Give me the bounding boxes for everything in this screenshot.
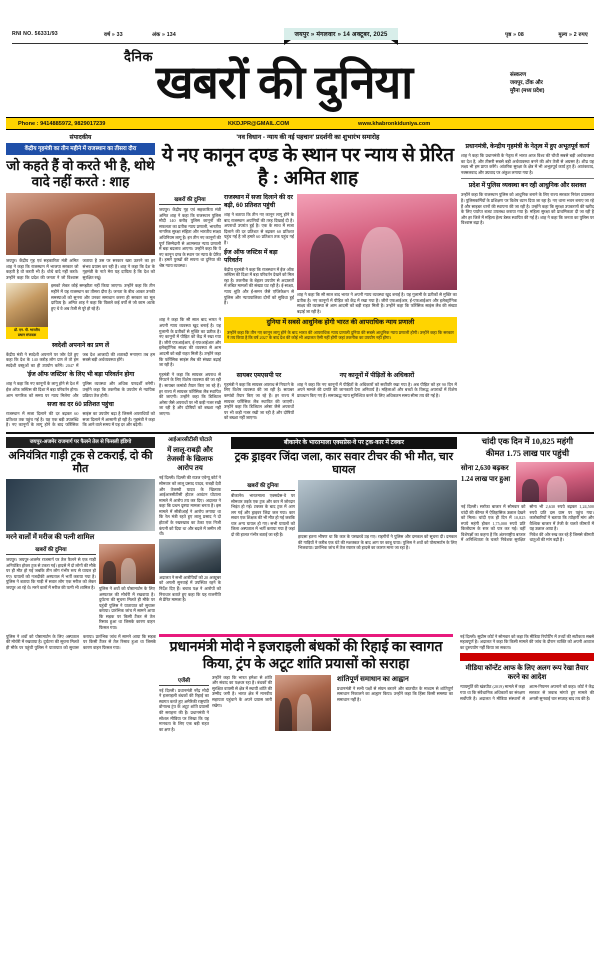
masthead — [6, 45, 594, 117]
lower-mid-column — [159, 437, 457, 631]
left-body-5: राजस्थान में सजा दिलाने की दर बढ़कर 60 प्रतिशत तक पहुंच गई है। यह एक बड़ी उपलब्धि है। नए कानूनों के लागू होने के बाद फॉरेंसिक साइंस का उपयोग बढ़ा है जिससे अपराधियों को सजा दिलाने में आसानी हो रही है। गृहमंत्री ने कहा कि आने वाले समय में यह दर और बढ़ेगी। — [6, 411, 155, 428]
bottom-right-column — [456, 634, 594, 702]
left-body-1: जयपुर। केंद्रीय गृह एवं सहकारिता मंत्री अमित शाह ने कहा कि राजस्थान में भाजपा सरकार जो कहती है वो करती भी है। थोथे वादे नहीं करते। उन्होंने कहा कि प्रदेश की जनता ने जो विश्वास जताया है उस पर सरकार खरा उतरने का हर संभव प्रयास कर रही है। शाह ने कहा कि देश के गृहमंत्री के नाते मेरा यह दायित्व है कि देश को सुरक्षित रखूं। — [6, 258, 155, 280]
left-body-4: शाह ने कहा कि नए कानूनों के लागू होने से देश में ईज ऑफ जस्टिस की दिशा में बड़ा परिवर्तन होगा। आम नागरिक को समय पर न्याय मिलेगा और पुलिस व्यवस्था और अधिक पारदर्शी बनेगी। उन्होंने कहा कि तकनीक के उपयोग से न्यायिक प्रक्रिया तेज होगी। — [6, 381, 155, 398]
lower-midleft-kicker: आईआरसीटीसी घोटाले — [168, 436, 212, 443]
contact-bar — [6, 117, 594, 130]
lower-midleft-photo — [159, 539, 221, 573]
right-rule-1 — [461, 178, 594, 179]
center-body-fill-1: शाह ने कहा कि सौ साल बाद भारत ने अपनी न्याय व्यवस्था खुद बनाई है। यह गुलामी के प्रतीकों से मुक्ति का प्रतीक है। नए कानूनों में पीड़ित को केंद्र में रखा गया है। जीरो एफआईआर, ई-एफआईआर और इलेक्ट्रॉनिक साक्ष्य की व्यवस्था से आम आदमी को बड़ी राहत मिली है। उन्होंने कहा कि फॉरेंसिक साइंस लैब की संख्या बढ़ाई जा रही है। — [158, 317, 221, 368]
pink-rule-top — [159, 634, 453, 637]
lower-mid-photo — [298, 480, 457, 532]
center-body-1: जयपुर। केंद्रीय गृह एवं सहकारिता मंत्री अमित शाह ने कहा कि राजस्थान पुलिस मोदी 140 करोड़ पुलिस कानूनों की सफलता का प्रतीक न्याय प्रणाली, भारतीय नागरिक सुरक्षा संहिता और भारतीय साक्ष्य अधिनियम लागू है। इन तीन नए कानूनों की पूर्ण जिम्मेदारी से आत्मसात न्याय प्रणाली में बड़ा बदलाव आएगा। उन्होंने कहा कि ये नए कानून दण्ड के स्थान पर न्याय के प्रेरित है। हमारे पुरखों की सपना था दुनिया की श्रेष्ठ न्याय व्यवस्था। — [158, 207, 221, 268]
center-body-fill-2: गृहमंत्री ने कहा कि सायबर अपराध से निपटने के लिए विशेष व्यवस्था की जा रही है। सायबर कमांडो तैयार किए जा रहे हैं। हर राज्य में सायबर फॉरेंसिक लैब स्थापित की जाएगी। उन्होंने कहा कि डिजिटल अरेस्ट जैसे अपराधों पर भी कड़ी नजर रखी जा रही है और दोषियों को बख्शा नहीं जाएगा। — [158, 371, 221, 416]
lower-left-body: जयपुर। जयपुर-अजमेर राजमार्ग पर तेल फैलने से एक गाड़ी अनियंत्रित होकर ट्रक से टकरा गई। हादसे में दो लोगों की मौके पर ही मौत हो गई जबकि तीन लोग गंभीर रूप से घायल हो गए। घायलों को नजदीकी अस्पताल में भर्ती कराया गया है। पुलिस ने बताया कि गाड़ी में सवार लोग एक मरीज को लेकर जयपुर आ रहे थे। मरने वालों में मरीज की पत्नी भी शामिल है। — [6, 556, 96, 590]
page-title: खबरों की दुनिया — [155, 57, 413, 108]
lower-right-body-2: विशेषज्ञों का कहना है कि अंतरराष्ट्रीय बाजार में अनिश्चितता के चलते निवेशक सुरक्षित निवेश की ओर रुख कर रहे हैं जिससे कीमती धातुओं की मांग बढ़ी है। — [460, 531, 594, 543]
edition-cities-2: मुरैना (मध्य प्रदेश) — [510, 88, 545, 94]
right-body-1: शाह ने कहा कि प्रधानमंत्री के नेतृत्व में भारत आज विश्व की चौथी सबसे बड़ी अर्थव्यवस्था का देश है, और तीसरी सबसे बड़ी अर्थव्यवस्था बनने की ओर तेजी से अग्रसर है। शीघ्र यह लक्ष्य भी हम प्राप्त करेंगे। आंतरिक सुरक्षा के क्षेत्र में भी अभूतपूर्व कार्य हुए हैं। आतंकवाद, नक्सलवाद और उग्रवाद पर अंकुश लगाया गया है। — [460, 153, 594, 175]
left-headline: जो कहते हैं वो करते भी है, थोथे वादे नहीं करते : शाह — [6, 158, 155, 189]
center-yellow-headline: दुनिया में सबसे आधुनिक होगी भारत की आपराधिक न्याय प्रणाली — [266, 319, 415, 327]
bottom-banner-headline: प्रधानमंत्री मोदी ने इजराइली बंधकों की रिहाई का स्वागत किया, ट्रंप के अटूट शांति प्रयासों को सराहा — [169, 639, 443, 672]
lower-left-byline: खबरों की दुनिया — [6, 544, 96, 555]
lower-mid-byline: खबरों की दुनिया — [231, 480, 295, 491]
masthead-prefix: दैनिक — [124, 49, 153, 64]
lower-mid-kicker: बीकानेर के भारतमाला एक्सप्रेस-वे पर ट्रक-कार में टक्कर — [231, 437, 457, 449]
center-subhead-b1: सायबर एमएसपी पर — [236, 371, 282, 379]
lower-midleft-kicker-2: में लालू-राबड़ी और तेजस्वी के खिलाफ आरोप तय — [166, 446, 213, 473]
publication-date: जयपुर » मंगलवार » 14 अक्टूबर, 2025 — [284, 28, 397, 40]
page-count: पृष्ठ » 08 — [505, 32, 525, 38]
edition-info — [510, 71, 588, 95]
lower-left-column — [6, 437, 155, 631]
lower-midleft-body-2: अदालत ने सभी आरोपियों को 20 अक्टूबर को अगली सुनवाई में उपस्थित रहने के निर्देश दिए हैं। बचाव पक्ष ने आरोपों को निराधार बताते हुए कहा कि यह राजनीति से प्रेरित मामला है। — [158, 574, 221, 603]
bottom-banner-subhead: शांतिपूर्ण समाधान का आह्वान — [337, 674, 409, 683]
center-subhead-r1: राजस्थान में सजा दिलाने की दर बढ़ी, 60 प्रतिशत पहुंची — [223, 194, 293, 209]
edition-label: संस्करण — [510, 72, 526, 78]
lower-mid-body-1: बीकानेर। भारतमाला एक्सप्रेस-वे पर सोमवार तड़के एक ट्रक और कार में जोरदार भिड़ंत हो गई। टक्कर के बाद ट्रक में आग लग गई और ड्राइवर जिंदा जल गया। कार सवार एक शिक्षक की भी मौत हो गई जबकि चार अन्य घायल हो गए। सभी घायलों को जिला अस्पताल में भर्ती कराया गया है जहां दो की हालत गंभीर बताई जा रही है। — [230, 492, 295, 538]
masthead-info-bar — [6, 26, 594, 42]
center-body-mid-1: शाह ने कहा कि सौ साल बाद भारत ने अपनी न्याय व्यवस्था खुद बनाई है। यह गुलामी के प्रतीकों से मुक्ति का प्रतीक है। नए कानूनों में पीड़ित को केंद्र में रखा गया है। जीरो एफआईआर, ई-एफआईआर और इलेक्ट्रॉनिक साक्ष्य की व्यवस्था से आम आदमी को बड़ी राहत मिली है। उन्होंने कहा कि फॉरेंसिक साइंस लैब की संख्या बढ़ाई जा रही है। — [296, 292, 457, 314]
email-label[interactable]: KKDJPR@GMAIL.COM — [228, 120, 290, 127]
lower-content — [6, 437, 594, 631]
edition-cities: जयपुर, टोंक और — [510, 80, 543, 86]
bottom-banner — [159, 634, 453, 733]
red-accent-bar — [460, 653, 594, 661]
bottom-right-body-2: न्यायमूर्ति की खंडपीठ (2019) मामले में कहा गया था कि संवैधानिक अधिकारों का संरक्षण सर्वोपरि है। अदालत ने मीडिया संस्थानों से आत्म-नियमन अपनाने को कहा। कोर्ट ने केंद्र सरकार से जवाब मांगते हुए मामले की अगली सुनवाई चार सप्ताह बाद तय की है। — [460, 684, 594, 701]
center-column — [159, 133, 457, 428]
right-body-2: उन्होंने कहा कि राजस्थान पुलिस को आधुनिक बनाने के लिए राज्य सरकार निरंतर प्रयासरत है। पुलिसकर्मियों के प्रशिक्षण पर विशेष ध्यान दिया जा रहा है। नए थाना भवन बनाए जा रहे हैं और साइबर थानों की स्थापना की जा रही है। उन्होंने कहा कि सुरक्षा उपकरणों की खरीद के लिए पर्याप्त बजट उपलब्ध कराया गया है। महिला सुरक्षा को प्राथमिकता दी जा रही है और हर जिले में महिला हेल्प डेस्क स्थापित की गई है। शाह ने कहा कि जनता का पुलिस पर विश्वास बढ़ा है। — [460, 192, 594, 226]
bottom-left-text: पुलिस ने शवों को पोस्टमार्टम के लिए अस्पताल की मोर्चरी में रखवाया है। दुर्घटना की सूचना मिलते ही मौके पर पहुंची पुलिस ने यातायात को सुचारू कराया। प्रारंभिक जांच में सामने आया कि सड़क पर किसी टैंकर से तेल रिसाव हुआ था जिसके कारण वाहन फिसल गया। — [6, 633, 156, 650]
volume-number: वर्ष » 33 — [104, 32, 123, 38]
center-kicker: 'नव विधान - न्याय की नई पहचान' प्रदर्शनी का शुभारंभ समारोह — [236, 134, 380, 141]
lower-left-photo — [6, 479, 155, 531]
left-subhead-2: 'ईज ऑफ जस्टिस' के लिए भी बड़ा परिवर्तन होगा — [26, 371, 135, 379]
bottom-banner-body-2: उन्होंने कहा कि भारत हमेशा से शांति और संवाद का पक्षधर रहा है। बंधकों की सुरक्षित वापसी से क्षेत्र में स्थायी शांति की उम्मीद जगी है। भारत क्षेत्र में मानवीय सहायता पहुंचाने के अपने प्रयास जारी रखेगा। — [212, 674, 272, 708]
lower-left-kicker: जयपुर-अजमेर राजमार्ग पर फैलने तेल से फिसली इंडिगो — [6, 437, 155, 448]
left-subhead-3: सजा का दर 60 प्रतिशत पहुंचा — [47, 401, 114, 409]
center-yellow-box — [224, 317, 457, 343]
lower-right-column — [461, 437, 594, 631]
section-label-editorial: संपादकीय — [69, 135, 92, 141]
bottom-right-subhead: मीडिया कॉन्टेंट आफ के लिए अलग रूप रेखा तैयार करने का आदेश — [465, 664, 589, 682]
center-body-b2: शाह ने कहा कि नए कानूनों में पीड़ितों के अधिकारों को सर्वोपरि रखा गया है। अब पीड़ित को हर 90 दिन में अपने मामले की प्रगति की जानकारी देना अनिवार्य है। महिलाओं और बच्चों के विरुद्ध अपराधों में विशेष प्रावधान किए गए हैं। समयबद्ध न्याय सुनिश्चित करने के लिए अधिकतम समय सीमा तय की गई है। — [296, 381, 457, 398]
bottom-banner-byline: एजेंसी — [159, 675, 209, 686]
gold-price-line-1: सोना 2,630 बढ़कर — [460, 463, 509, 472]
masthead-rule — [12, 43, 588, 44]
lower-section-rule — [6, 432, 594, 434]
lower-right-body: नई दिल्ली। सर्राफा बाजार में सोमवार को चांदी की कीमत में ऐतिहासिक उछाल देखने को मिला। चांदी एक ही दिन में 10,825 रुपये महंगी होकर 1,75,000 रुपये प्रति किलोग्राम के स्तर को पार कर गई। वहीं सोना भी 2,630 रुपये बढ़कर 1,24,500 रुपये प्रति दस ग्राम पर पहुंच गया। कारोबारियों ने बताया कि त्योहारी मांग और वैश्विक बाजार में तेजी के चलते कीमतों में यह उछाल आया है। — [460, 503, 594, 532]
lower-right-photo — [516, 462, 594, 502]
lower-left-body-2: पुलिस ने शवों को पोस्टमार्टम के लिए अस्पताल की मोर्चरी में रखवाया है। दुर्घटना की सूचना मिलते ही मौके पर पहुंची पुलिस ने यातायात को सुचारू कराया। प्रारंभिक जांच में सामने आया कि सड़क पर किसी टैंकर से तेल रिसाव हुआ था जिसके कारण वाहन फिसल गया। — [98, 585, 155, 631]
center-subhead-b2: नए कानूनों में पीड़ितों के अधिकारों — [339, 371, 415, 379]
lower-midleft-body: नई दिल्ली। दिल्ली की राउज एवेन्यू कोर्ट ने सोमवार को लालू प्रसाद यादव, राबड़ी देवी और तेजस्वी यादव के खिलाफ आईआरसीटीसी होटल आवंटन घोटाला मामले में आरोप तय कर दिए। अदालत ने कहा कि प्रथम दृष्टया मामला बनता है। इस मामले में सीबीआई ने आरोप लगाया था कि रेल मंत्री रहते हुए लालू प्रसाद ने दो होटलों के रखरखाव का ठेका एक निजी कंपनी को दिया था और बदले में जमीन ली थी। — [158, 475, 221, 537]
center-headline: ये नए कानून दण्ड के स्थान पर न्याय से प्रेरित है : अमित शाह — [161, 145, 455, 189]
main-content — [6, 133, 594, 428]
editor-portrait — [6, 283, 48, 327]
left-kicker: केंद्रीय गृहमंत्री का तीन महीने में राजस्थान का तीसरा दौरा — [6, 143, 155, 155]
website-link[interactable]: www.khabronkiduniya.com — [358, 120, 431, 127]
bottom-banner-body-1: नई दिल्ली। प्रधानमंत्री नरेंद्र मोदी ने इजराइली बंधकों की रिहाई का स्वागत करते हुए अमेरिकी राष्ट्रपति डोनाल्ड ट्रंप के अटूट शांति प्रयासों की सराहना की है। प्रधानमंत्री ने सोशल मीडिया पर लिखा कि यह मानवता के लिए एक बड़ी राहत का क्षण है। — [159, 687, 209, 732]
center-subhead-r2: ईज ऑफ जस्टिस में बड़ा परिवर्तन — [223, 248, 278, 264]
phone-label: Phone : 9414885972, 9829017239 — [18, 120, 106, 127]
bottom-right-body: नई दिल्ली। सुप्रीम कोर्ट ने सोमवार को कहा कि मीडिया रिपोर्टिंग में तथ्यों की सटीकता सबसे महत्वपूर्ण है। अदालत ने कहा कि किसी मामले की जांच के दौरान व्यक्ति को अपनी आवाज का दुरुपयोग नहीं किया जा सकता। — [460, 633, 594, 650]
lower-left-photo-2 — [99, 544, 155, 584]
lower-left-headline: अनियंत्रित गाड़ी ट्रक से टकराई, दो की मौत — [8, 449, 153, 476]
left-photo — [6, 193, 155, 255]
center-yellow-body: उन्होंने कहा कि तीन नए कानून लागू होने के बाद भारत की आपराधिक न्याय प्रणाली दुनिया की सबसे आधुनिक न्याय प्रणाली होगी। उन्होंने कहा कि सरकार ने तय किया है कि वर्ष 2027 के बाद देश की कोई भी अदालत ऐसी नहीं होगी जहां तकनीक का उपयोग नहीं होगा। — [226, 329, 454, 341]
lower-left-subhead: मरने वालों में मरीज की पत्नी शामिल — [6, 532, 95, 541]
bottom-banner-photo — [275, 675, 331, 731]
newspaper-page — [0, 26, 600, 966]
lower-mid-body-2: हादसा इतना भीषण था कि कार के परखच्चे उड़ गए। राहगीरों ने पुलिस और दमकल को सूचना दी। दमकल की गाड़ियों ने करीब एक घंटे की मशक्कत के बाद आग पर काबू पाया। पुलिस ने शवों को पोस्टमार्टम के लिए भिजवाया। प्रारंभिक जांच में तेज रफ्तार को हादसे का कारण माना जा रहा है। — [297, 533, 457, 551]
left-body-3: केंद्रीय मंत्री ने स्वदेशी अपनाने पर जोर देते हुए कहा कि देश के 140 करोड़ लोग प्रण लें तो हम स्वदेशी वस्तुओं का ही उपयोग करेंगे। 2047 में जब देश आजादी की शताब्दी मनाएगा तब हम सबसे बड़ी अर्थव्यवस्था होंगे। — [6, 351, 155, 368]
center-body-r2: केंद्रीय गृहमंत्री ने कहा कि राजस्थान में ईज ऑफ जस्टिस की दिशा में बड़ा परिवर्तन देखने को मिल रहा है। तकनीक के बेहतर उपयोग से अदालतों में लंबित मामलों की संख्या घट रही है। ई-साक्ष्य, न्याय श्रुति और ई-समन जैसे एप्लिकेशन से पुलिस और न्यायपालिका दोनों को सुविधा हुई है। — [223, 266, 294, 306]
lower-right-headline: चांदी एक दिन में 10,825 महंगी — [481, 436, 574, 446]
bottom-section — [6, 634, 594, 733]
gold-price-line-2: 1.24 लाख पार हुआ — [460, 474, 511, 483]
lower-mid-headline: ट्रक ड्राइवर जिंदा जला, कार सवार टीचर की भी मौत, चार घायल — [234, 450, 454, 477]
center-body-r1: शाह ने बताया कि तीन नए कानून लागू होने के बाद राजस्थान अग्रणियों की तरह दिखाई दी है। अपराधों उपरांत हुई है। एक के साथ में सजा दिलाने की दर प्रतिशत से बढ़कर 60 प्रतिशत पहुंच गई है जो हमारे 60 प्रतिशत तक पहुंच गई है। — [223, 212, 294, 245]
left-column — [6, 133, 155, 428]
issue-number: अंक » 134 — [152, 32, 176, 38]
rni-number: RNI NO. 56331/93 — [12, 31, 58, 37]
bottom-banner-body-3: प्रधानमंत्री ने सभी पक्षों से संयम बरतने और बातचीत के माध्यम से शांतिपूर्ण समाधान निकालने का आह्वान किया। उन्होंने कहा कि हिंसा किसी समस्या का समाधान नहीं है। — [337, 685, 453, 702]
center-body-b1: गृहमंत्री ने कहा कि सायबर अपराध से निपटने के लिए विशेष व्यवस्था की जा रही है। सायबर कमांडो तैयार किए जा रहे हैं। हर राज्य में सायबर फॉरेंसिक लैब स्थापित की जाएगी। उन्होंने कहा कि डिजिटल अरेस्ट जैसे अपराधों पर भी कड़ी नजर रखी जा रही है और दोषियों को बख्शा नहीं जाएगा। — [223, 381, 294, 421]
left-subhead-1: स्वदेशी अपनाने का प्रण लें — [51, 341, 110, 349]
bottom-left-filler — [6, 634, 156, 651]
right-subhead-2: प्रदेश में पुलिस व्यवस्था बन रही आधुनिक और सशक्त — [468, 182, 587, 190]
center-photo-main — [297, 194, 457, 290]
right-subhead-1: प्रधानमंत्री, केन्द्रीय गृहमंत्री के नेतृत्व में हुए अभूतपूर्व कार्य — [465, 143, 590, 150]
lower-right-subhead: कीमत 1.75 लाख पार पहुंची — [485, 449, 570, 459]
editor-name-badge: डॉ. एन. पी. भारतीय प्रधान संपादक — [6, 327, 48, 338]
center-byline: खबरों की दुनिया — [159, 194, 221, 205]
left-body-2: इसको लेकर कोई समझौता नहीं किया जाएगा। उन्होंने कहा कि तीन महीने में यह राजस्थान का तीसरा दौरा है। जनता के बीच आकर उनकी समस्याओं को सुनना और उनका समाधान करना ही सरकार का मूल दायित्व है। अमित शाह ने कहा कि पिछले कई वर्षों से जो काम अटके हुए थे वे अब तेजी से पूरे हो रहे हैं। — [51, 283, 155, 311]
right-column — [461, 133, 594, 428]
price-label: मूल्य » 2 रुपए — [558, 32, 589, 38]
